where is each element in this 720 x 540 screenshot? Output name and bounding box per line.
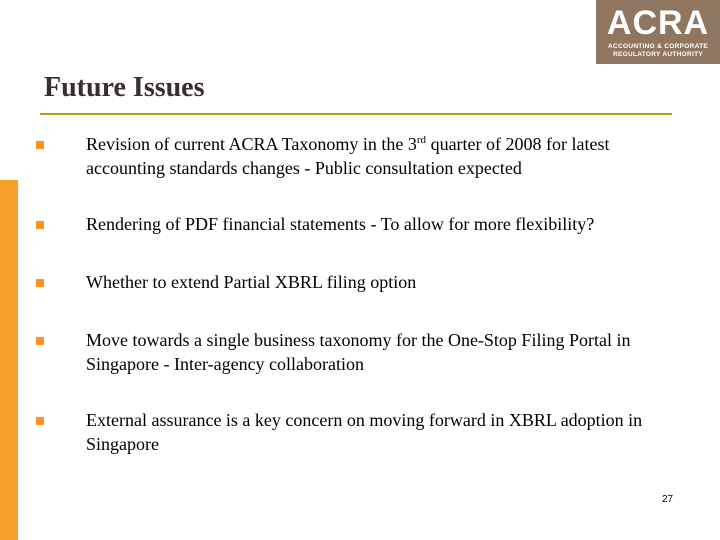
bullet-item-4 <box>36 328 676 376</box>
square-bullet-icon <box>36 221 44 229</box>
logo-subtitle <box>608 43 708 59</box>
bullet-text: Rendering of PDF financial statements - To allow for more flexibility? <box>86 214 595 234</box>
title-underline <box>40 113 672 115</box>
bullet-item-5 <box>36 408 676 456</box>
logo-subtitle-line-1: ACCOUNTING & CORPORATE <box>607 42 708 50</box>
bullet-text: External assurance is a key concern on moving forward in XBRL adoption in Singapore <box>86 410 643 454</box>
bullet-text-part-1: Revision of current ACRA Taxonomy in the 3 <box>86 134 417 154</box>
slide-title: Future Issues <box>44 72 205 103</box>
ordinal-superscript: rd <box>416 134 427 146</box>
square-bullet-icon <box>36 141 44 149</box>
bullet-item-3 <box>36 270 676 294</box>
square-bullet-icon <box>36 417 44 425</box>
bullet-text <box>86 132 656 180</box>
bullet-text: Move towards a single business taxonomy for the One-Stop Filing Portal in Singapore - Inter-agency collaboration <box>86 330 631 374</box>
bullet-item-1 <box>36 132 676 180</box>
left-bar-top <box>0 0 18 180</box>
logo-mark: ACRA <box>606 3 710 42</box>
logo-subtitle-line-2: REGULATORY AUTHORITY <box>612 50 703 58</box>
square-bullet-icon <box>36 337 44 345</box>
bullet-item-2 <box>36 212 676 236</box>
acra-logo <box>596 0 720 64</box>
bullet-text: Whether to extend Partial XBRL filing option <box>86 272 417 292</box>
square-bullet-icon <box>36 279 44 287</box>
left-accent-bar <box>0 180 18 540</box>
page-number: 27 <box>662 494 674 505</box>
bullet-text-part-2: quarter of 2008 for latest accounting standards changes - Public consultation expected <box>86 134 610 178</box>
